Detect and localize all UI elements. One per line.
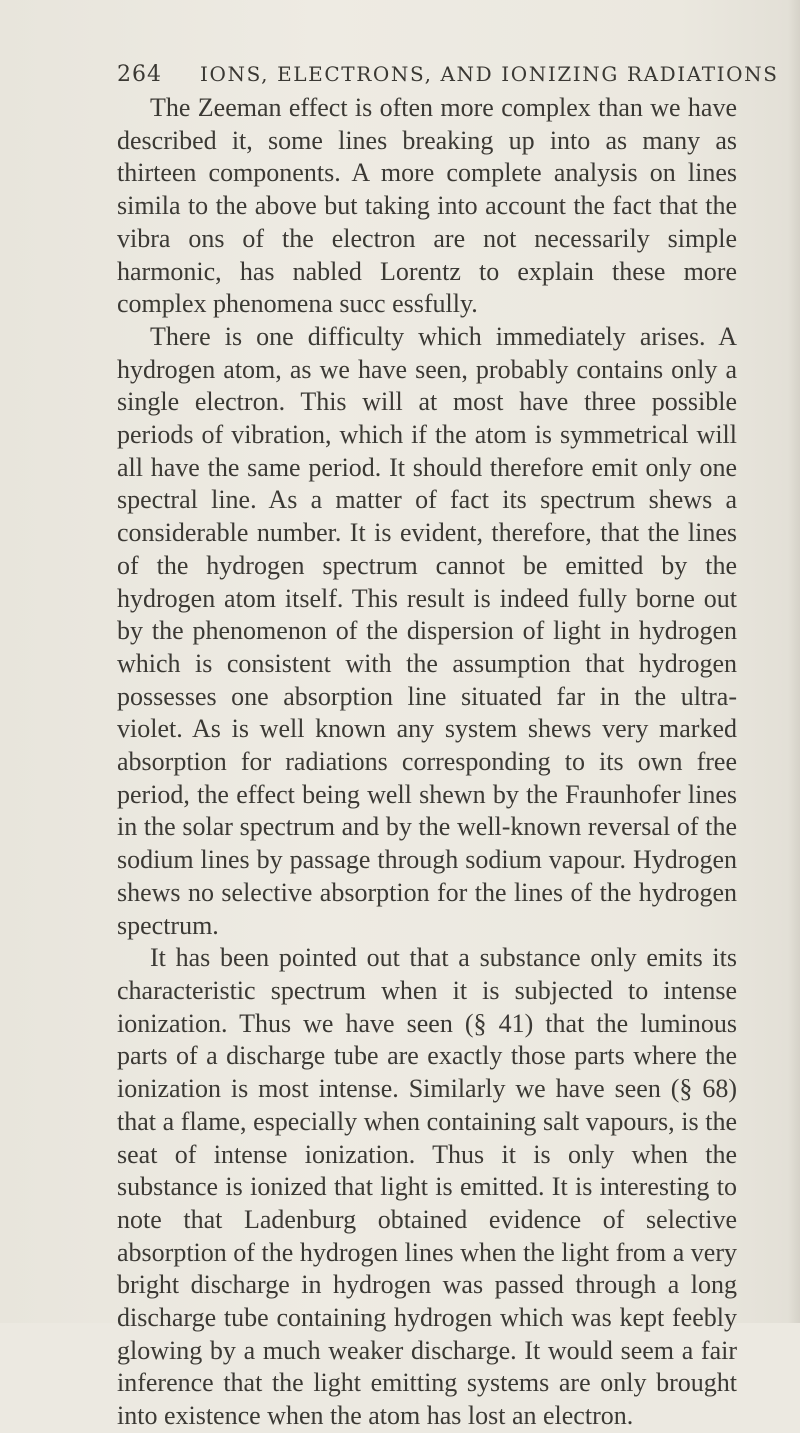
paragraph-ionization-spectrum: It has been pointed out that a substance only emits its characteristic spectrum when it is subjected to intense ionization. Thus we have seen (§ 41) that the luminous parts of a discharge tube are exactly those parts where the ionization is most intense. Similarly we have seen (§ 68) that a flame, especially when containing salt vapours, is the seat of intense ionization. Thus it is only when the substance is ionized that light is emitted. It is interesting to note that Ladenburg obtained evidence of selective absorption of the hydrogen lines when the light from a very bright discharge in hydrogen was passed through a long discharge tube containing hydrogen which was kept feebly glowing by a much weaker discharge. It would seem a fair inference that the light emitting systems are only brought into existence when the atom has lost an electron.	[117, 943, 737, 1431]
paragraph-zeeman-effect: The Zeeman effect is often more complex than we have described it, some lines breaking up into as many as thirteen components. A more complete analysis on lines simila to the above but taking into account the fact that the vibra ons of the electron are not necessarily simple harmonic, has nabled Lorentz to explain these more complex phenomena succ essfully.	[117, 93, 737, 319]
body-text	[117, 92, 737, 1433]
page-edge-shadow	[788, 0, 800, 1323]
paragraph-hydrogen-difficulty: There is one difficulty which immediately arises. A hydrogen atom, as we have seen, probably contains only a single electron. This will at most have three possible periods of vibration, which if the atom is symmetrical will all have the same period. It should therefore emit only one spectral line. As a matter of fact its spectrum shews a considerable number. It is evident, therefore, that the lines of the hydrogen spectrum cannot be emitted by the hydrogen atom itself. This result is indeed fully borne out by the phenomenon of the dispersion of light in hydrogen which is consistent with the assumption that hydrogen possesses one absorption line situated far in the ultra-violet. As is well known any system shews very marked absorption for radiations corresponding to its own free period, the effect being well shewn by the Fraunhofer lines in the solar spectrum and by the well-known reversal of the sodium lines by passage through sodium vapour. Hydrogen shews no selective absorption for the lines of the hydrogen spectrum.	[117, 321, 737, 940]
page-number: 264	[117, 62, 162, 87]
running-head	[117, 62, 779, 92]
running-title: IONS, ELECTRONS, AND IONIZING RADIATIONS	[200, 62, 779, 86]
